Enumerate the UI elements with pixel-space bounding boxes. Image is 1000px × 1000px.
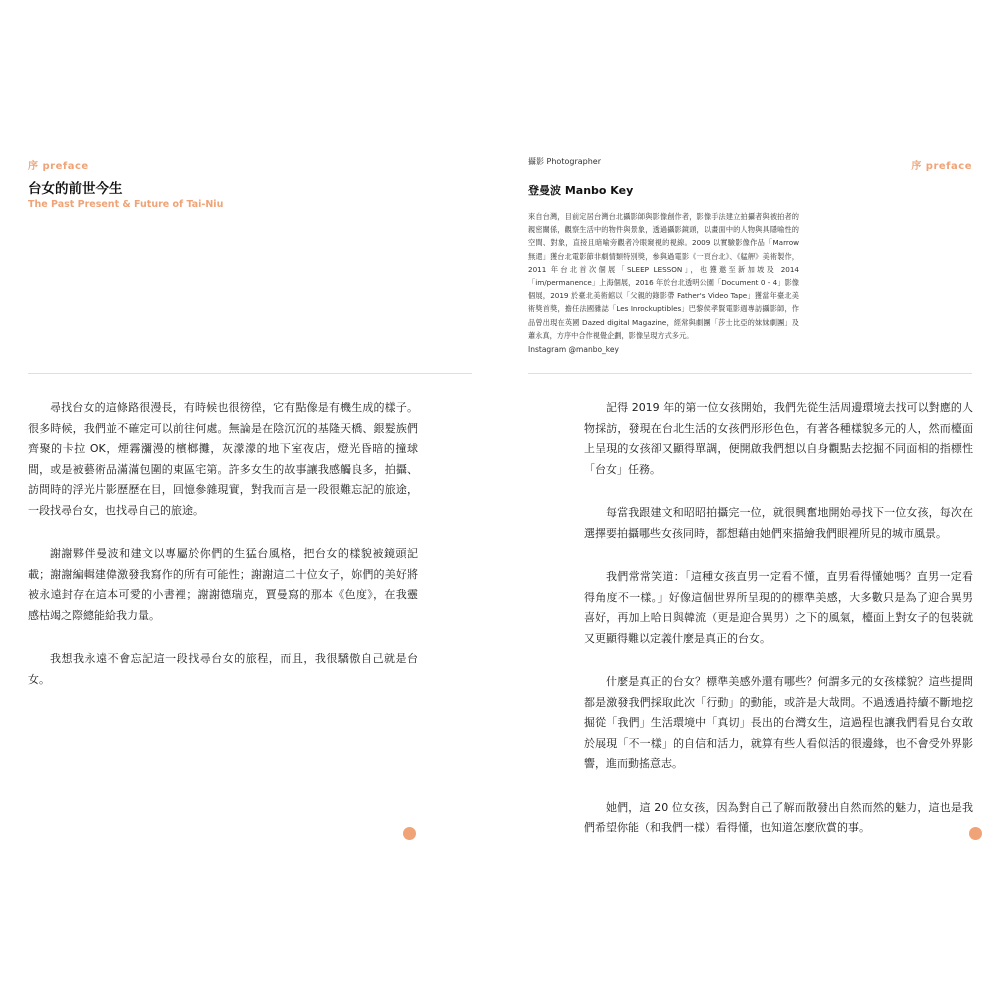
paragraph: 尋找台女的這條路很漫長，有時候也很徬徨，它有點像是有機生成的樣子。很多時候，我們並不確定可以前往何處。無論是在陰沉沉的基隆天橋、銀髮族們齊聚的卡拉 OK，煙霧瀰漫的檳榔攤，灰濛濛的地下室夜店，燈光昏暗的撞球間，或是被藝術品滿滿包圍的東區宅第。許多女生的故事讓我感觸良多，拍攝、訪問時的浮光片影歷歷在目，回憶參雜現實，對我而言是一段很難忘記的旅途，一段找尋台女，也找尋自己的旅途。 [28, 401, 418, 517]
paragraph: 她們，這 20 位女孩，因為對自己了解而散發出自然而然的魅力，這也是我們希望你能（和我們一樣）看得懂，也知道怎麼欣賞的事。 [584, 800, 973, 834]
paragraph: 每當我跟建文和昭昭拍攝完一位，就很興奮地開始尋找下一位女孩，每次在選擇要拍攝哪些女孩同時，都想藉由她們來描繪我們眼裡所見的城市風景。 [584, 506, 973, 540]
preface-label: 序 preface [911, 161, 972, 172]
photographer-bio: 來自台灣，目前定居台灣台北攝影師與影像創作者，影像手法建立拍攝者與被拍者的親密關係，觀察生活中的物件與景象，透過攝影鏡頭，以畫面中的人物與具隱喻性的空間、對象，直接且暗喻旁觀者冷眼窺視的視線。2009 以實驗影像作品「Marrow 無還」獲台北電影節非劇情類特別獎，參與過電影《一頁台北》、《艋舺》美術製作，2011 年台北首次個展「SLEEP LESSON」，也獲邀至新加坡及 2014「im/permanence」上海個展，2016 年於台北透明公園「Document 0 - 4」影像個展，2019 於臺北美術館以「父親的錄影帶 Father's Video Tape」獲當年臺北美術獎首獎，擔任法國雜誌「Les Inrockuptibles」巴黎侯孝賢電影週專訪攝影師，作品曾出現在英國 Dazed digital Magazine，經常與劇團「莎士比亞的妹妹劇團」及蕭永真，方序中合作視覺企劃，影像呈現方式多元。 [528, 212, 799, 340]
preface-label: 序 preface [28, 161, 89, 172]
photographer-label: 攝影 Photographer [528, 157, 601, 166]
paragraph: 謝謝夥伴曼波和建文以專屬於你們的生猛台風格，把台女的樣貌被鏡頭記載；謝謝編輯建偉激發我寫作的所有可能性；謝謝這二十位女子，妳們的美好將被永遠封存在這本可愛的小書裡；謝謝德瑞克，賈曼寫的那本《色度》，在我靈感枯竭之際總能給我力量。 [28, 547, 418, 622]
preface-body [584, 398, 973, 862]
page-marker-dot [969, 827, 982, 840]
right-page [500, 0, 1000, 1000]
divider [28, 373, 472, 374]
photographer-name: 登曼波 Manbo Key [528, 184, 634, 197]
paragraph: 什麼是真正的台女？標準美感外還有哪些？何謂多元的女孩樣貌？這些提問都是激發我們採取此次「行動」的動能，或許是大哉問。不過透過持續不斷地挖掘從「我們」生活環境中「真切」長出的台灣女生，這過程也讓我們看見台女敢於展現「不一樣」的自信和活力，就算有些人看似活的很邊緣，也不會受外界影響，進而動搖意志。 [584, 675, 973, 770]
instagram-handle: Instagram @manbo_key [528, 345, 619, 354]
preface-body [28, 398, 418, 713]
paragraph: 記得 2019 年的第一位女孩開始，我們先從生活周邊環境去找可以對應的人物採訪，發現在台北生活的女孩們形形色色，有著各種樣貌多元的人，然而檯面上呈現的女孩卻又顯得單調，便開啟我們想以自身觀點去挖掘不同面相的指標性「台女」任務。 [584, 401, 973, 476]
chinese-title: 台女的前世今生 [28, 181, 123, 197]
paragraph: 我們常常笑道：「這種女孩直男一定看不懂，直男看得懂她嗎？直男一定看得角度不一樣。」好像這個世界所呈現的的標準美感，大多數只是為了迎合異男喜好，再加上哈日與韓流（更是迎合異男）之下的風氣，檯面上對女子的包裝就又更顯得難以定義什麼是真正的台女。 [584, 570, 973, 645]
divider [528, 373, 972, 374]
paragraph: 我想我永遠不會忘記這一段找尋台女的旅程，而且，我很驕傲自己就是台女。 [28, 652, 418, 686]
english-title: The Past Present & Future of Tai-Niu [28, 199, 224, 210]
page-marker-dot [403, 827, 416, 840]
